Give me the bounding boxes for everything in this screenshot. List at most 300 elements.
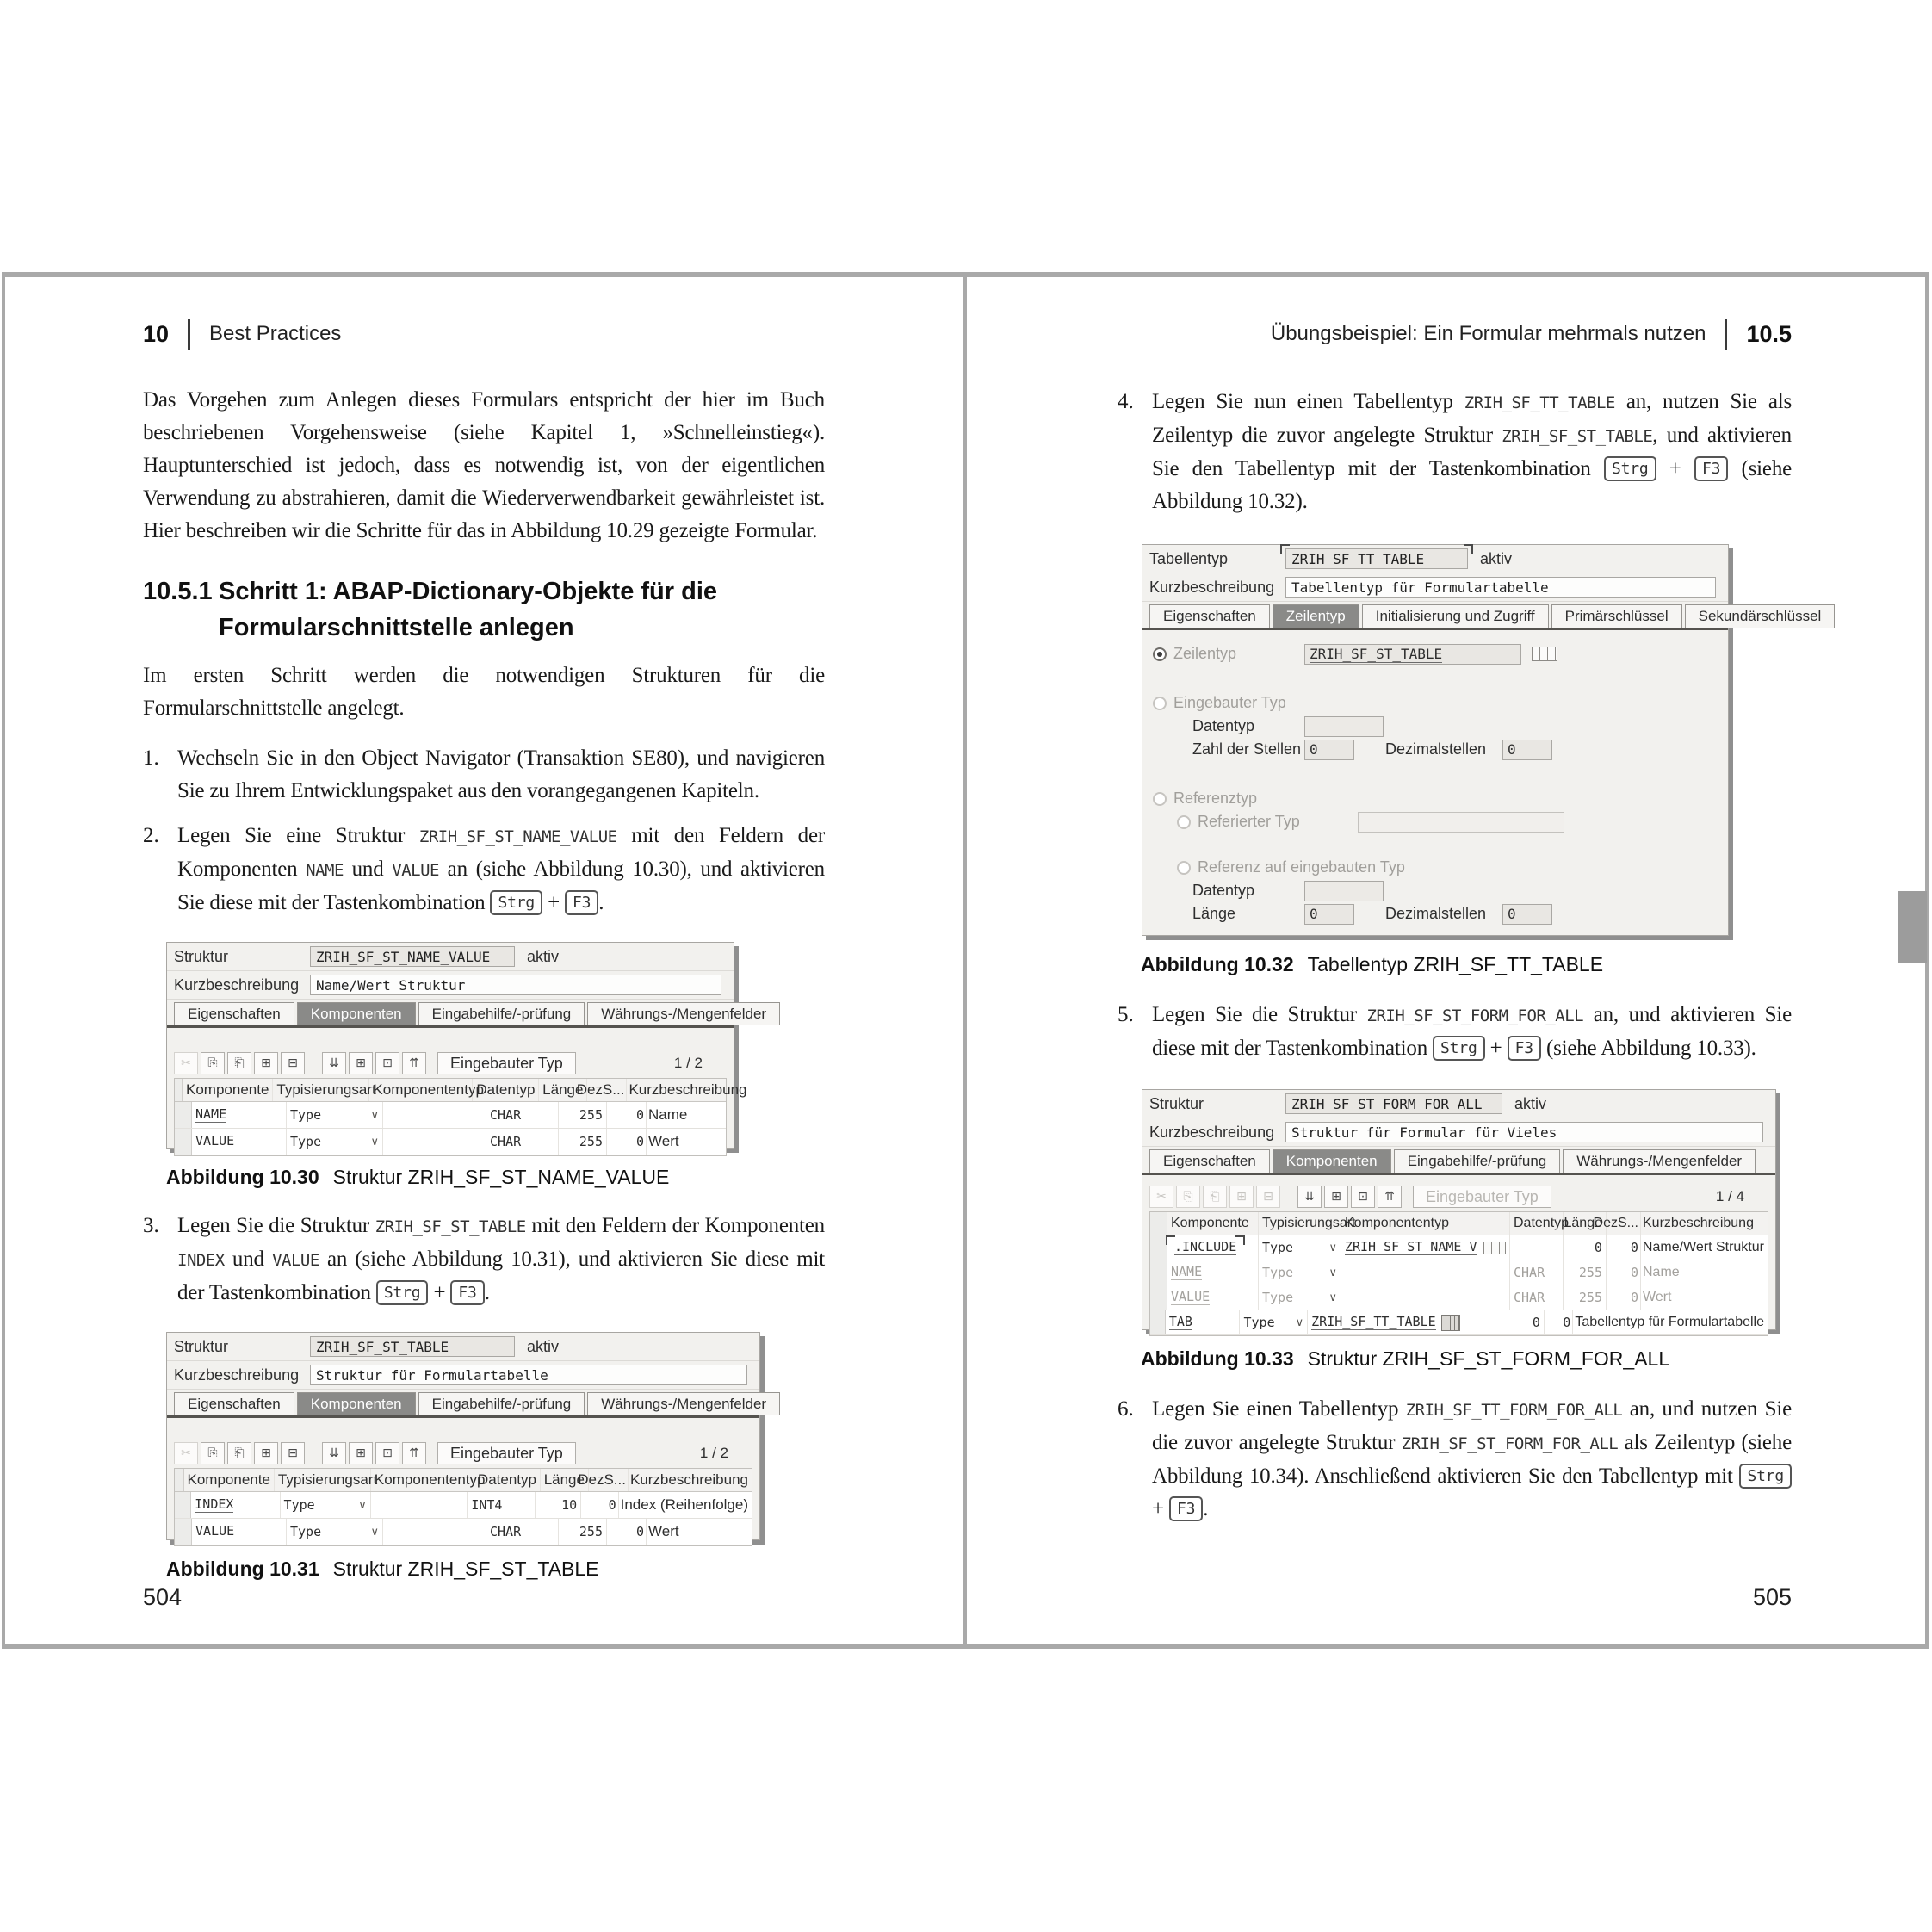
matchcode-icon[interactable] <box>1532 647 1557 661</box>
keycap-strg: Strg <box>1604 456 1656 481</box>
kurzbeschreibung-input[interactable]: Struktur für Formulartabelle <box>310 1365 747 1385</box>
col-komponententyp: Komponententyp <box>1341 1212 1510 1235</box>
paste-icon[interactable]: ⎗ <box>227 1442 251 1464</box>
tab-eigenschaften[interactable]: Eigenschaften <box>1149 1149 1270 1173</box>
caption-label: Abbildung 10.30 <box>166 1166 319 1188</box>
step2-text-1: Legen Sie eine Struktur <box>177 824 419 847</box>
col-typisierungsart: Typisierungsart <box>275 1469 371 1491</box>
cell-datentyp[interactable] <box>1510 1260 1564 1285</box>
cell-dezs[interactable] <box>607 1102 647 1128</box>
cell-laenge[interactable] <box>1564 1260 1607 1285</box>
tab-strip <box>167 1000 767 1028</box>
cell-typisierungsart[interactable] <box>1240 1310 1308 1334</box>
kurzbeschreibung-input[interactable]: Name/Wert Struktur <box>310 975 721 995</box>
selector-column-header <box>175 1079 183 1101</box>
chapter-title: Best Practices <box>209 322 342 345</box>
cell-kurzbeschreibung[interactable] <box>619 1492 752 1518</box>
collapse-icon[interactable]: ⊡ <box>1351 1186 1375 1208</box>
cell-dezs[interactable] <box>581 1492 618 1518</box>
step3-text-2: mit den Feldern der Komponenten <box>525 1214 825 1237</box>
move-up-icon[interactable]: ⇈ <box>1378 1186 1402 1208</box>
cell-datentyp[interactable] <box>1510 1285 1564 1310</box>
step-text <box>1152 999 1792 1065</box>
step-list-right-3 <box>1118 1393 1792 1526</box>
typ-value: Type <box>290 1524 322 1539</box>
eingebauter-typ-button[interactable]: Eingebauter Typ <box>437 1442 576 1464</box>
cell-kurzbeschreibung[interactable] <box>1641 1235 1768 1260</box>
status-text: aktiv <box>1480 549 1513 567</box>
insert-row-icon[interactable]: ⊞ <box>1229 1186 1254 1208</box>
inline-code: NAME <box>306 861 344 880</box>
table-row <box>175 1102 726 1129</box>
cell-laenge[interactable] <box>1564 1235 1607 1260</box>
typ-value: Type <box>1262 1265 1294 1280</box>
move-up-icon[interactable]: ⇈ <box>402 1052 426 1074</box>
cell-datentyp[interactable] <box>468 1492 536 1518</box>
step-5 <box>1118 999 1792 1065</box>
referenz-eingebaut-radio-row <box>1177 856 1728 879</box>
laenge-value: 0 <box>1594 1240 1602 1255</box>
right-page <box>967 277 1925 1644</box>
step4-text-5: (siehe Abbildung 10.32). <box>1152 457 1793 513</box>
cell-laenge[interactable] <box>536 1492 581 1518</box>
step5-text-4: (siehe Abbildung 10.33). <box>1540 1037 1756 1060</box>
dezimalstellen-input[interactable]: 0 <box>1502 740 1552 760</box>
tab-komponenten[interactable]: Komponenten <box>297 1392 416 1415</box>
cell-kurzbeschreibung[interactable] <box>1641 1260 1768 1285</box>
dropdown-icon: ∨ <box>1328 1241 1337 1254</box>
col-datentyp: Datentyp <box>1510 1212 1564 1235</box>
dezs-value: 0 <box>635 1134 644 1149</box>
delete-row-icon[interactable]: ⊟ <box>281 1052 305 1074</box>
tabellentyp-field-row <box>1142 545 1728 573</box>
cell-datentyp[interactable] <box>486 1129 559 1155</box>
matchcode-icon <box>1483 1242 1505 1254</box>
cell-laenge[interactable] <box>1508 1310 1545 1334</box>
col-kurzbeschreibung: Kurzbeschreibung <box>629 1471 748 1488</box>
paste-icon[interactable]: ⎗ <box>227 1052 251 1074</box>
eingebauter-typ-button[interactable]: Eingebauter Typ <box>1413 1186 1551 1208</box>
kurzbeschreibung-input[interactable]: Tabellentyp für Formulartabelle <box>1285 577 1716 598</box>
inline-code: VALUE <box>392 861 439 880</box>
datentyp-value: CHAR <box>1514 1265 1545 1280</box>
kurzbeschreibung-field-row <box>167 1361 759 1390</box>
kurzbeschreibung-field-row <box>167 971 734 1000</box>
referenz-eingebaut-radio[interactable] <box>1177 861 1191 875</box>
row-selector[interactable] <box>1150 1285 1167 1310</box>
struktur-name-input[interactable]: ZRIH_SF_ST_NAME_VALUE <box>310 946 515 967</box>
cell-kurzbeschreibung[interactable] <box>647 1129 726 1155</box>
dropdown-icon: ∨ <box>370 1135 379 1148</box>
step2-text-3: und <box>343 858 393 881</box>
step-list-left-2 <box>143 1210 825 1310</box>
tab-sekundaerschluessel[interactable]: Sekundärschlüssel <box>1685 604 1836 628</box>
laenge-value: 255 <box>579 1524 603 1539</box>
component-name: VALUE <box>195 1523 235 1539</box>
dropdown-icon: ∨ <box>370 1525 379 1538</box>
laenge-value: 0 <box>1532 1315 1540 1330</box>
zeilentyp-radio[interactable] <box>1153 647 1167 661</box>
status-text: aktiv <box>1514 1094 1547 1112</box>
dropdown-icon: ∨ <box>1295 1316 1304 1328</box>
referierter-typ-input[interactable] <box>1358 812 1564 833</box>
step-number: 6. <box>1118 1397 1134 1421</box>
tab-eigenschaften[interactable]: Eigenschaften <box>174 1392 294 1415</box>
zeilentyp-input[interactable] <box>1304 644 1521 665</box>
stellen-row <box>1192 738 1728 761</box>
cell-komponententyp[interactable] <box>1308 1310 1464 1334</box>
chapter-edge-tab <box>1898 891 1927 963</box>
col-komponente: Komponente <box>183 1079 273 1101</box>
step-4 <box>1118 386 1792 518</box>
eingebauter-typ-button[interactable]: Eingebauter Typ <box>437 1052 576 1074</box>
cell-laenge[interactable] <box>559 1102 607 1128</box>
col-komponententyp: Komponententyp <box>371 1469 474 1491</box>
struktur-label: Struktur <box>1149 1094 1204 1112</box>
step4-text-2: an, nutzen Sie als Zeilentyp die zuvor angelegte Struktur <box>1152 390 1792 447</box>
section-title-line1: Schritt 1: ABAP-Dictionary-Objekte für die <box>219 578 718 605</box>
selection-bracket <box>1166 1235 1175 1245</box>
page-number-right: 505 <box>1752 1584 1792 1610</box>
step-number: 1. <box>143 746 159 770</box>
struktur-field-row <box>167 943 734 971</box>
tab-waehrungsfelder[interactable]: Währungs-/Mengenfelder <box>587 1002 780 1025</box>
laenge-row <box>1192 902 1728 926</box>
datentyp2-input[interactable] <box>1304 881 1384 901</box>
zahl-der-stellen-input[interactable]: 0 <box>1304 740 1354 760</box>
step-text <box>177 1210 825 1310</box>
cell-datentyp[interactable] <box>1464 1310 1508 1334</box>
step3-text-1: Legen Sie die Struktur <box>177 1214 375 1237</box>
tab-zeilentyp[interactable]: Zeilentyp <box>1273 604 1359 628</box>
tab-eingabehilfe[interactable]: Eingabehilfe/-prüfung <box>418 1392 585 1415</box>
cell-komponententyp[interactable] <box>1341 1285 1510 1310</box>
selection-bracket <box>1235 1235 1245 1245</box>
move-down-icon[interactable]: ⇊ <box>322 1052 346 1074</box>
keycap-strg: Strg <box>1739 1464 1792 1489</box>
collapse-icon[interactable]: ⊡ <box>375 1442 399 1464</box>
datentyp-input[interactable] <box>1304 716 1384 737</box>
row-selector[interactable] <box>1150 1260 1167 1285</box>
cell-komponente[interactable] <box>1166 1310 1241 1334</box>
section-title-line2: Formularschnittstelle anlegen <box>219 614 574 641</box>
move-down-icon[interactable]: ⇊ <box>1297 1186 1322 1208</box>
keycap-strg: Strg <box>1433 1036 1485 1061</box>
col-dezs: DezS... <box>589 1469 629 1491</box>
komptyp-link[interactable]: ZRIH_SF_ST_NAME_V <box>1344 1239 1477 1254</box>
table-header-row <box>175 1079 747 1102</box>
cell-komponente[interactable] <box>1167 1285 1259 1310</box>
kurzbeschreibung-input[interactable]: Struktur für Formular für Vieles <box>1285 1122 1763 1142</box>
table-row-value <box>1150 1285 1768 1310</box>
inline-code: ZRIH_SF_ST_TABLE <box>1502 427 1653 446</box>
move-up-icon[interactable]: ⇈ <box>402 1442 426 1464</box>
typ-value: Type <box>290 1134 322 1149</box>
cell-komponente[interactable] <box>192 1129 287 1155</box>
figure-10-30-caption <box>166 1166 825 1189</box>
step1-text: Wechseln Sie in den Object Navigator (Transaktion SE80), und navigieren Sie zu Ihrem Entwicklungspaket aus den vorangegangenen Kapiteln. <box>177 746 825 802</box>
collapse-icon[interactable]: ⊡ <box>375 1052 399 1074</box>
tab-komponenten[interactable]: Komponenten <box>297 1002 416 1025</box>
struktur-label: Struktur <box>174 1337 229 1355</box>
tab-eingabehilfe[interactable]: Eingabehilfe/-prüfung <box>1394 1149 1561 1173</box>
cell-kurzbeschreibung[interactable] <box>1641 1285 1768 1310</box>
eingebauter-typ-label: Eingebauter Typ <box>1173 694 1286 711</box>
delete-row-icon[interactable]: ⊟ <box>1256 1186 1280 1208</box>
row-selector[interactable] <box>1150 1310 1166 1334</box>
struktur-field-row <box>167 1333 759 1361</box>
dropdown-icon: ∨ <box>358 1498 367 1511</box>
referierter-typ-radio[interactable] <box>1177 815 1191 829</box>
selection-bracket <box>1464 544 1473 554</box>
inline-code: ZRIH_SF_ST_FORM_FOR_ALL <box>1366 1006 1584 1025</box>
tabellentyp-name-input[interactable]: ZRIH_SF_TT_TABLE <box>1285 548 1468 569</box>
col-kurzbeschreibung: Kurzbeschreibung <box>629 1081 747 1098</box>
cell-komponententyp[interactable] <box>383 1519 486 1545</box>
cut-icon[interactable]: ✂ <box>1149 1186 1173 1208</box>
step6-text-2: an, und nutzen Sie die zuvor angelegte Struktur <box>1152 1397 1792 1454</box>
dezimalstellen2-input[interactable]: 0 <box>1502 904 1552 925</box>
kurz-value: Name/Wert Struktur <box>1642 1240 1764 1254</box>
figure-10-31-caption <box>166 1557 825 1581</box>
cell-dezs[interactable] <box>1545 1310 1573 1334</box>
cell-komponententyp[interactable] <box>383 1129 486 1155</box>
cell-datentyp[interactable] <box>486 1102 559 1128</box>
chapter-number: 10 <box>143 320 170 347</box>
row-selector[interactable] <box>175 1519 192 1545</box>
kurz-value: Wert <box>1643 1290 1672 1304</box>
cell-datentyp[interactable] <box>1510 1235 1564 1260</box>
table-toolbar <box>1149 1186 1767 1208</box>
dezs-value: 0 <box>1563 1315 1571 1330</box>
zeilentyp-radio-row <box>1153 642 1728 666</box>
status-text: aktiv <box>527 1337 560 1355</box>
component-name: INDEX <box>195 1496 234 1512</box>
row-selector[interactable] <box>175 1492 191 1518</box>
cell-laenge[interactable] <box>559 1519 607 1545</box>
step-list-right-2 <box>1118 999 1792 1065</box>
datentyp-value: CHAR <box>490 1134 522 1149</box>
cell-typisierungsart[interactable] <box>1259 1235 1341 1260</box>
referenztyp-radio[interactable] <box>1153 792 1167 806</box>
step-number: 5. <box>1118 1003 1134 1026</box>
dropdown-icon: ∨ <box>1328 1266 1337 1279</box>
cell-komponente[interactable] <box>191 1492 280 1518</box>
cell-laenge[interactable] <box>1564 1285 1607 1310</box>
selected-field-wrapper <box>1285 548 1468 569</box>
step-number: 2. <box>143 824 159 847</box>
paste-icon[interactable]: ⎗ <box>1203 1186 1227 1208</box>
inline-code: ZRIH_SF_TT_FORM_FOR_ALL <box>1405 1401 1623 1420</box>
kurz-value: Index (Reihenfolge) <box>620 1496 748 1513</box>
running-head-divider <box>1725 319 1727 350</box>
selected-cell-wrapper <box>1171 1240 1240 1255</box>
dezimalstellen2-label: Dezimalstellen <box>1385 905 1487 922</box>
col-komponententyp: Komponententyp <box>369 1079 473 1101</box>
tab-eigenschaften[interactable]: Eigenschaften <box>174 1002 294 1025</box>
cell-komponententyp[interactable] <box>1341 1235 1510 1260</box>
copy-icon[interactable]: ⎘ <box>201 1052 225 1074</box>
step6-text-1: Legen Sie einen Tabellentyp <box>1152 1397 1406 1421</box>
dezimalstellen-label: Dezimalstellen <box>1385 740 1487 758</box>
datentyp-value: INT4 <box>471 1497 503 1513</box>
delete-row-icon[interactable]: ⊟ <box>281 1442 305 1464</box>
dezs-value: 0 <box>635 1524 644 1539</box>
step4-text-3: , und aktivieren Sie den Tabellentyp mit der Tastenkombination <box>1152 424 1792 480</box>
kurz-value: Name <box>1643 1265 1680 1279</box>
datentyp2-label: Datentyp <box>1192 882 1255 899</box>
cell-typisierungsart[interactable] <box>1259 1260 1341 1285</box>
caption-text: Struktur ZRIH_SF_ST_TABLE <box>332 1557 599 1580</box>
section-running-number: 10.5 <box>1746 320 1792 347</box>
copy-icon[interactable]: ⎘ <box>1176 1186 1200 1208</box>
cell-komponententyp[interactable] <box>383 1102 486 1128</box>
row-selector[interactable] <box>175 1129 192 1155</box>
struktur-name-input[interactable]: ZRIH_SF_ST_TABLE <box>310 1336 515 1357</box>
caption-text: Tabellentyp ZRIH_SF_TT_TABLE <box>1307 953 1604 975</box>
zeilentyp-value: ZRIH_SF_ST_TABLE <box>1310 645 1443 662</box>
struktur-name-input[interactable]: ZRIH_SF_ST_FORM_FOR_ALL <box>1285 1093 1502 1114</box>
tab-initialisierung[interactable]: Initialisierung und Zugriff <box>1362 604 1549 628</box>
left-page <box>5 277 963 1644</box>
struktur-label: Struktur <box>174 947 229 965</box>
cell-typisierungsart[interactable] <box>287 1519 383 1545</box>
cell-komponente[interactable] <box>1167 1260 1259 1285</box>
section-running-title: Übungsbeispiel: Ein Formular mehrmals nutzen <box>1270 322 1706 345</box>
copy-icon[interactable]: ⎘ <box>201 1442 225 1464</box>
right-running-head <box>1118 317 1792 351</box>
komptyp-link[interactable]: ZRIH_SF_TT_TABLE <box>1311 1314 1436 1329</box>
kurzbeschreibung-field-row <box>1142 573 1728 602</box>
row-selector[interactable] <box>1150 1235 1167 1260</box>
caption-label: Abbildung 10.33 <box>1141 1347 1294 1370</box>
cell-kurzbeschreibung[interactable] <box>647 1519 752 1545</box>
row-pager: 1 / 4 <box>1715 1188 1744 1204</box>
col-komponente: Komponente <box>184 1469 275 1491</box>
col-komponente: Komponente <box>1167 1212 1259 1235</box>
step3-text-4: an (siehe Abbildung 10.31), und aktivieren Sie diese mit der Tastenkombination <box>177 1248 825 1304</box>
table-header-row <box>175 1469 752 1492</box>
laenge-input[interactable]: 0 <box>1304 904 1354 925</box>
cell-dezs[interactable] <box>1607 1235 1641 1260</box>
col-laenge: Länge <box>539 1079 587 1101</box>
col-dezs: DezS... <box>587 1079 627 1101</box>
datentyp-row <box>1192 715 1728 738</box>
cut-icon[interactable]: ✂ <box>174 1052 198 1074</box>
tab-waehrungsfelder[interactable]: Währungs-/Mengenfelder <box>1563 1149 1756 1173</box>
eingebauter-typ-radio[interactable] <box>1153 697 1167 710</box>
tab-komponenten[interactable]: Komponenten <box>1273 1149 1391 1173</box>
datentyp2-row <box>1192 879 1728 902</box>
tab-strip <box>1142 602 1822 630</box>
page-number-left: 504 <box>143 1584 183 1610</box>
dezs-value: 0 <box>1630 1290 1638 1305</box>
referierter-typ-label: Referierter Typ <box>1198 813 1300 830</box>
section-number: 10.5.1 <box>143 578 213 605</box>
laenge-label: Länge <box>1192 905 1236 922</box>
cell-komponente[interactable] <box>192 1519 287 1545</box>
cell-komponente[interactable] <box>1167 1235 1259 1260</box>
running-head-divider <box>188 319 190 350</box>
cell-dezs[interactable] <box>1607 1260 1641 1285</box>
tab-eingabehilfe[interactable]: Eingabehilfe/-prüfung <box>418 1002 585 1025</box>
row-selector[interactable] <box>175 1102 192 1128</box>
cell-typisierungsart[interactable] <box>281 1492 371 1518</box>
kurzbeschreibung-label: Kurzbeschreibung <box>1149 578 1275 596</box>
insert-row-icon[interactable]: ⊞ <box>254 1052 278 1074</box>
kurz-value: Wert <box>648 1523 679 1539</box>
selector-column-header <box>175 1469 184 1491</box>
cell-dezs[interactable] <box>1607 1285 1641 1310</box>
component-name: VALUE <box>1171 1289 1211 1304</box>
cell-typisierungsart[interactable] <box>287 1102 383 1128</box>
table-type-icon <box>1441 1315 1460 1331</box>
step5-text-1: Legen Sie die Struktur <box>1152 1003 1367 1026</box>
step-number: 4. <box>1118 390 1134 413</box>
inline-code: INDEX <box>177 1251 225 1270</box>
move-down-icon[interactable]: ⇊ <box>322 1442 346 1464</box>
laenge-value: 255 <box>1578 1290 1602 1305</box>
step2-plus: + <box>542 891 566 914</box>
caption-text: Struktur ZRIH_SF_ST_NAME_VALUE <box>332 1166 670 1188</box>
expand-icon[interactable]: ⊞ <box>349 1052 373 1074</box>
tab-eigenschaften[interactable]: Eigenschaften <box>1149 604 1270 628</box>
cell-komponententyp[interactable] <box>1341 1260 1510 1285</box>
col-datentyp: Datentyp <box>474 1469 541 1491</box>
section-intro-paragraph: Im ersten Schritt werden die notwendigen Strukturen für die Formularschnittstelle angelegt. <box>143 664 825 720</box>
referenztyp-label: Referenztyp <box>1173 790 1258 807</box>
inline-code: ZRIH_SF_ST_NAME_VALUE <box>418 827 617 846</box>
cell-datentyp[interactable] <box>486 1519 559 1545</box>
expand-icon[interactable]: ⊞ <box>1324 1186 1348 1208</box>
step2-text-4: an (siehe Abbildung 10.30), und aktivieren Sie diese mit der Tastenkombination <box>177 858 825 914</box>
cut-icon[interactable]: ✂ <box>174 1442 198 1464</box>
cell-kurzbeschreibung[interactable] <box>647 1102 726 1128</box>
cell-kurzbeschreibung[interactable] <box>1573 1310 1768 1334</box>
insert-row-icon[interactable]: ⊞ <box>254 1442 278 1464</box>
expand-icon[interactable]: ⊞ <box>349 1442 373 1464</box>
cell-komponententyp[interactable] <box>371 1492 468 1518</box>
step6-plus: + <box>1152 1497 1169 1520</box>
step5-plus: + <box>1484 1037 1508 1060</box>
table-toolbar <box>174 1052 725 1074</box>
cell-typisierungsart[interactable] <box>1259 1285 1341 1310</box>
tab-primaerschluessel[interactable]: Primärschlüssel <box>1551 604 1682 628</box>
section-title <box>219 573 717 646</box>
step-list-left <box>143 742 825 920</box>
zahl-der-stellen-label: Zahl der Stellen <box>1192 740 1302 758</box>
inline-code: ZRIH_SF_ST_FORM_FOR_ALL <box>1401 1434 1619 1453</box>
datentyp-value: CHAR <box>1514 1290 1545 1305</box>
cell-typisierungsart[interactable] <box>287 1129 383 1155</box>
step-2 <box>143 820 825 920</box>
zeilentyp-label: Zeilentyp <box>1173 645 1237 662</box>
left-running-head <box>143 317 825 351</box>
dezs-value: 0 <box>1630 1240 1638 1255</box>
step-6 <box>1118 1393 1792 1526</box>
step4-text-1: Legen Sie nun einen Tabellentyp <box>1152 390 1464 413</box>
figure-10-33-screenshot <box>1142 1089 1776 1330</box>
figure-10-33-caption <box>1141 1347 1792 1371</box>
cell-laenge[interactable] <box>559 1129 607 1155</box>
selection-bracket <box>1280 544 1290 554</box>
cell-dezs[interactable] <box>607 1519 647 1545</box>
eingebauter-typ-radio-row <box>1153 691 1728 715</box>
cell-dezs[interactable] <box>607 1129 647 1155</box>
table-row <box>175 1129 726 1155</box>
tab-waehrungsfelder[interactable]: Währungs-/Mengenfelder <box>587 1392 780 1415</box>
cell-komponente[interactable] <box>192 1102 287 1128</box>
